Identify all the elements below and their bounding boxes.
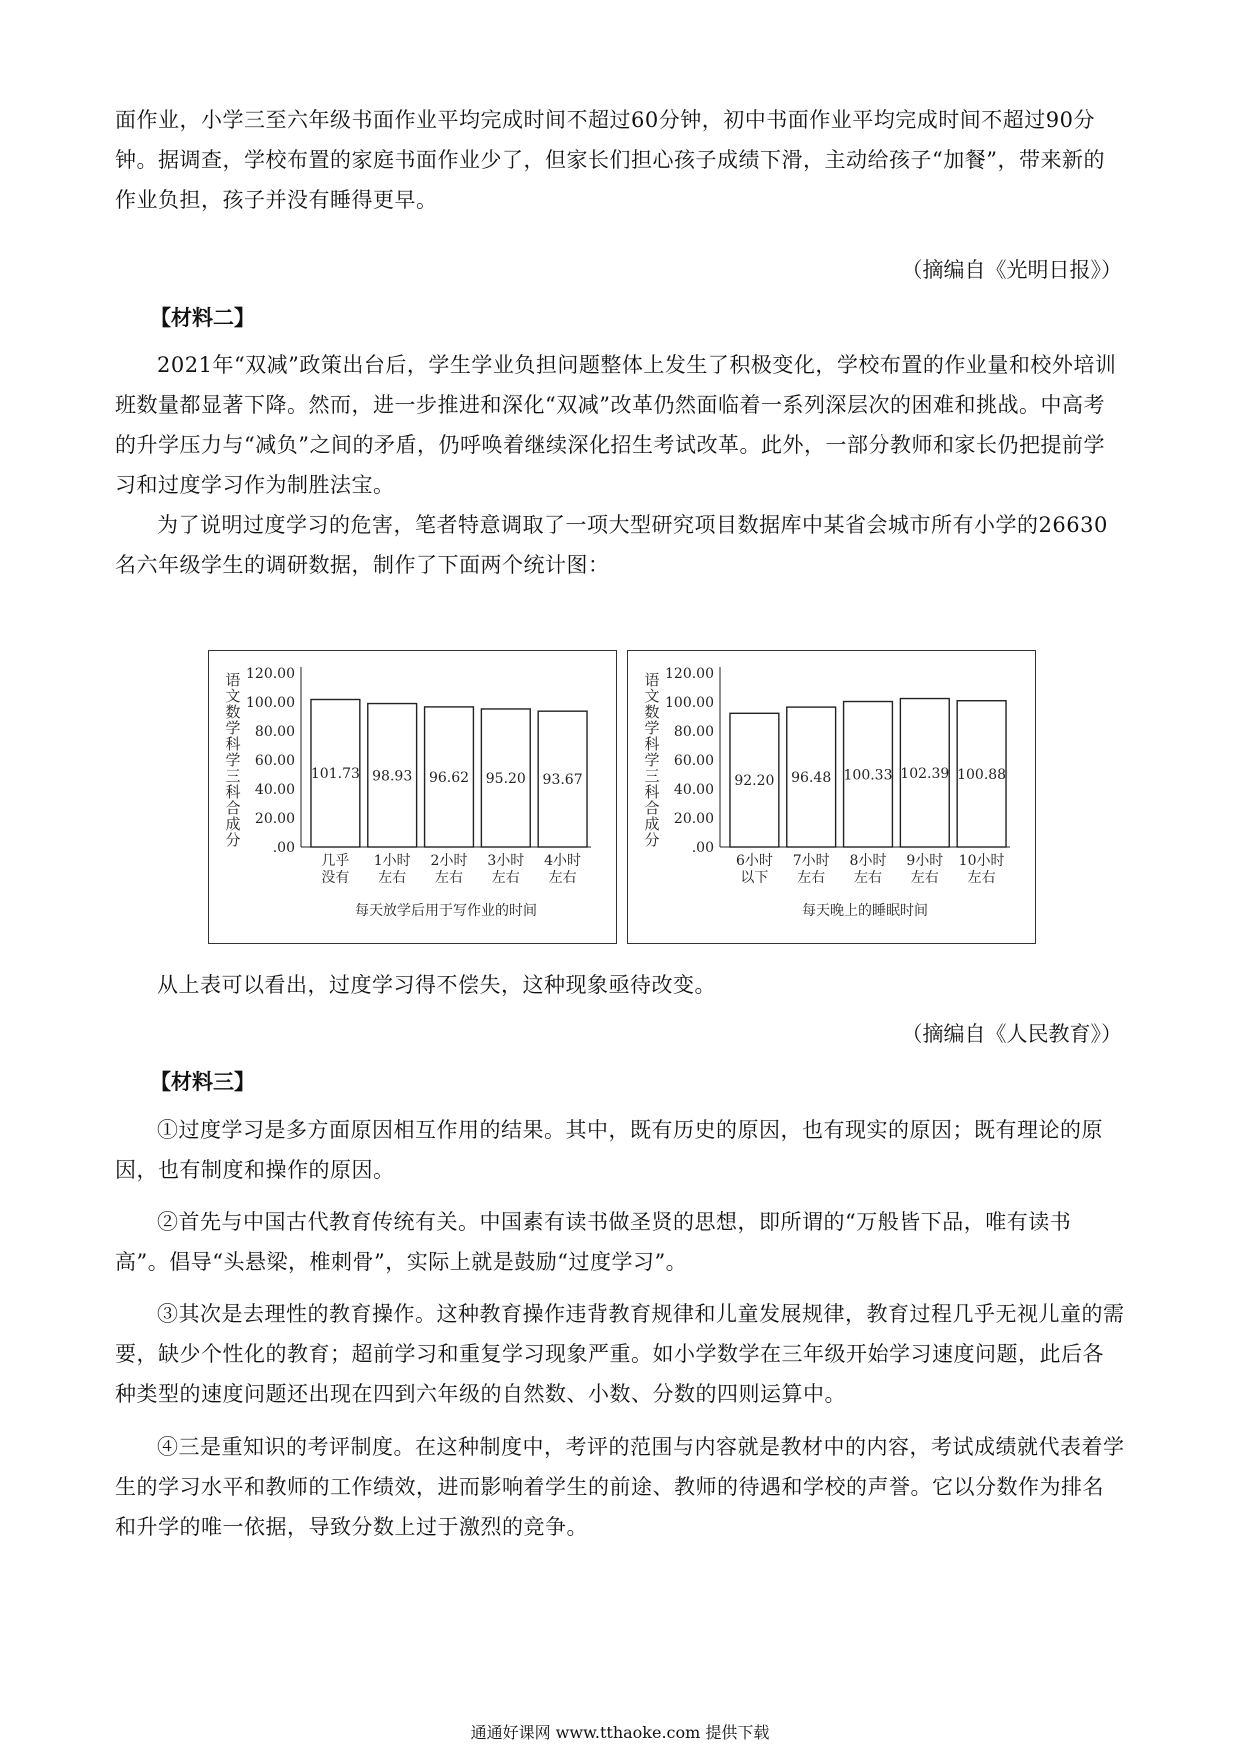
- y-axis-label-char: 学: [644, 751, 660, 769]
- x-tick-label: 9小时: [906, 853, 944, 869]
- paragraph-material-2-3: 从上表可以看出，过度学习得不偿失，这种现象亟待改变。: [157, 973, 716, 997]
- y-tick-label: 80.00: [673, 724, 714, 740]
- y-tick-label: 100.00: [246, 695, 295, 711]
- footer-watermark: 通通好课网 www.tthaoke.com 提供下载: [470, 1723, 770, 1742]
- chart-homework-time: [208, 650, 617, 944]
- y-axis-label-char: 学: [644, 719, 660, 737]
- y-axis-label-char: 文: [644, 687, 660, 705]
- y-axis-label-char: 语: [225, 671, 241, 689]
- x-tick-label: 左右: [854, 870, 882, 886]
- y-tick-label: 60.00: [673, 753, 714, 769]
- x-tick-label: 左右: [910, 870, 939, 886]
- x-tick-label: 4小时: [544, 853, 582, 869]
- y-axis-label-char: 文: [225, 687, 241, 705]
- y-tick-label: 60.00: [254, 753, 295, 769]
- x-tick-label: 2小时: [430, 853, 468, 869]
- y-axis-label-char: 三: [225, 767, 241, 785]
- paragraph-material-2-2: 为了说明过度学习的危害，笔者特意调取了一项大型研究项目数据库中某省会城市所有小学的26630名六年级学生的调研数据，制作了下面两个统计图：: [115, 513, 1108, 577]
- paragraph-material-3-2: ②首先与中国古代教育传统有关。中国素有读书做圣贤的思想，即所谓的“万般皆下品，唯有读书高”。倡导“头悬梁，椎刺骨”，实际上就是鼓励“过度学习”。: [115, 1210, 1072, 1274]
- x-tick-label: 没有: [321, 870, 350, 886]
- source-citation-1: （摘编自《光明日报》）: [901, 258, 1122, 282]
- paragraph-material-2-1: 2021年“双减”政策出台后，学生学业负担问题整体上发生了积极变化，学校布置的作业量和校外培训班数量都显著下降。然而，进一步推进和深化“双减”改革仍然面临着一系列深层次的困难和挑战。中高考的升学压力与“减负”之间的矛盾，仍呼唤着继续深化招生考试改革。此外，一部分教师和家长仍把提前学习和过度学习作为制胜法宝。: [115, 353, 1117, 497]
- x-tick-label: 左右: [491, 870, 520, 886]
- x-axis-label: 每天放学后用于写作业的时间: [355, 903, 537, 919]
- y-axis-label-char: 三: [644, 767, 660, 785]
- bar-value-label: 100.33: [843, 767, 893, 784]
- y-axis-label-char: 科: [644, 783, 660, 801]
- x-tick-label: 3小时: [487, 853, 525, 869]
- chart-svg: [209, 651, 616, 943]
- bar-value-label: 92.20: [734, 773, 775, 790]
- source-citation-2: （摘编自《人民教育》）: [901, 1022, 1122, 1046]
- x-tick-label: 1小时: [373, 853, 411, 869]
- y-axis-label-char: 合: [225, 799, 241, 817]
- y-tick-label: 80.00: [254, 724, 295, 740]
- bar-value-label: 95.20: [485, 770, 526, 787]
- x-tick-label: 几乎: [321, 853, 350, 869]
- y-tick-label: 20.00: [254, 811, 295, 827]
- chart-sleep-time: [627, 650, 1036, 944]
- y-axis-label-char: 数: [225, 703, 241, 721]
- y-tick-label: 120.00: [665, 666, 714, 682]
- y-axis-label-char: 成: [644, 815, 660, 833]
- bar-value-label: 101.73: [310, 766, 360, 783]
- y-tick-label: 40.00: [673, 782, 714, 798]
- x-tick-label: 10小时: [958, 853, 1005, 869]
- y-tick-label: 20.00: [673, 811, 714, 827]
- y-tick-label: 120.00: [246, 666, 295, 682]
- bar-value-label: 102.39: [900, 765, 950, 782]
- x-tick-label: 8小时: [849, 853, 887, 869]
- y-axis-label-char: 分: [225, 831, 241, 849]
- x-tick-label: 左右: [548, 870, 577, 886]
- heading-material-2: 【材料二】: [150, 306, 255, 330]
- y-tick-label: 100.00: [665, 695, 714, 711]
- y-axis-label-char: 数: [644, 703, 660, 721]
- x-axis-label: 每天晚上的睡眠时间: [802, 903, 928, 919]
- y-axis-label-char: 学: [225, 751, 241, 769]
- x-tick-label: 左右: [435, 870, 463, 886]
- x-tick-label: 以下: [740, 870, 769, 886]
- heading-material-3: 【材料三】: [150, 1070, 255, 1094]
- y-axis-label-char: 成: [225, 815, 241, 833]
- paragraph-material-3-3: ③其次是去理性的教育操作。这种教育操作违背教育规律和儿童发展规律，教育过程几乎无视儿童的需要，缺少个性化的教育；超前学习和重复学习现象严重。如小学数学在三年级开始学习速度问题，此后各种类型的速度问题还出现在四到六年级的自然数、小数、分数的四则运算中。: [115, 1302, 1125, 1406]
- bar-value-label: 96.62: [428, 769, 470, 786]
- y-tick-label: .00: [691, 840, 714, 856]
- y-axis-label-char: 学: [225, 719, 241, 737]
- y-axis-label-char: 科: [225, 783, 241, 801]
- paragraph-material-3-1: ①过度学习是多方面原因相互作用的结果。其中，既有历史的原因，也有现实的原因；既有理论的原因，也有制度和操作的原因。: [115, 1118, 1103, 1182]
- y-axis-label-char: 科: [644, 735, 660, 753]
- y-axis-label-char: 语: [644, 671, 660, 689]
- y-tick-label: .00: [272, 840, 295, 856]
- bar-value-label: 100.88: [957, 766, 1007, 783]
- chart-svg: [628, 651, 1035, 943]
- bar-value-label: 96.48: [791, 770, 832, 787]
- bar-value-label: 98.93: [372, 768, 413, 785]
- x-tick-label: 7小时: [792, 853, 830, 869]
- y-axis-label-char: 分: [644, 831, 660, 849]
- y-axis-label-char: 科: [225, 735, 241, 753]
- x-tick-label: 6小时: [735, 853, 773, 869]
- bar-value-label: 93.67: [542, 772, 583, 789]
- y-tick-label: 40.00: [254, 782, 295, 798]
- x-tick-label: 左右: [378, 870, 407, 886]
- paragraph-continued: 面作业，小学三至六年级书面作业平均完成时间不超过60分钟，初中书面作业平均完成时间不超过90分钟。据调查，学校布置的家庭书面作业少了，但家长们担心孩子成绩下滑，主动给孩子“加餐”，带来新的作业负担，孩子并没有睡得更早。: [115, 108, 1105, 212]
- y-axis-label-char: 合: [644, 799, 660, 817]
- x-tick-label: 左右: [967, 870, 996, 886]
- x-tick-label: 左右: [797, 870, 826, 886]
- paragraph-material-3-4: ④三是重知识的考评制度。在这种制度中，考评的范围与内容就是教材中的内容，考试成绩就代表着学生的学习水平和教师的工作绩效，进而影响着学生的前途、教师的待遇和学校的声誉。它以分数作为排名和升学的唯一依据，导致分数上过于激烈的竞争。: [115, 1435, 1125, 1539]
